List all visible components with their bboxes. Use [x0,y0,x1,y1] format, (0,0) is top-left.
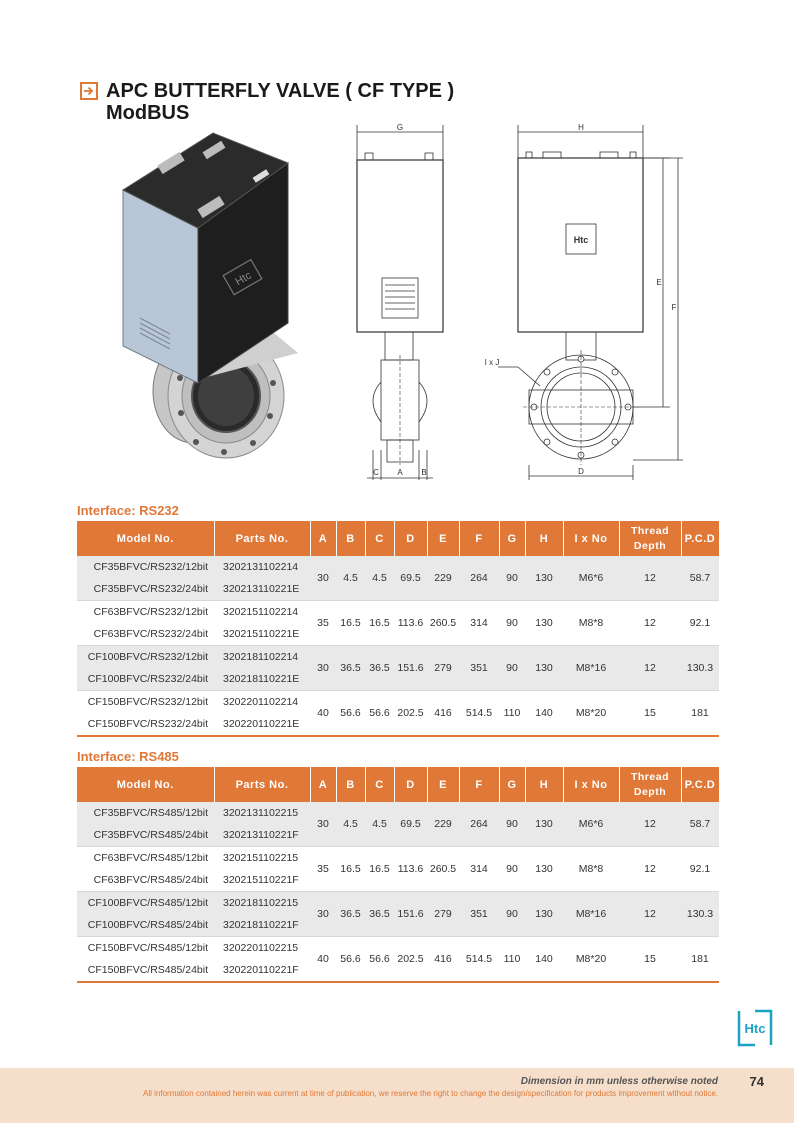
col-g: G [499,521,525,556]
table-row [77,646,719,669]
table-row [77,847,719,870]
spec-cell-a: 30 [310,802,336,847]
col-b: B [336,767,365,802]
spec-cell-e: 416 [427,937,459,983]
spec-cell-g: 110 [499,937,525,983]
col-b: B [336,521,365,556]
dim-label-e: E [656,278,662,287]
dim-label-g: G [396,123,404,132]
col-g: G [499,767,525,802]
model-number-cell: CF150BFVC/RS485/12bit [77,937,214,960]
parts-number-cell: 3202201102215 [214,937,310,960]
col-pcd: P.C.D [681,767,719,802]
spec-cell-a: 35 [310,847,336,892]
spec-cell-ixno: M8*16 [563,892,619,937]
spec-cell-thread: 12 [619,892,681,937]
spec-cell-pcd: 130.3 [681,892,719,937]
spec-cell-e: 260.5 [427,847,459,892]
spec-cell-f: 264 [459,802,499,847]
spec-cell-f: 264 [459,556,499,601]
spec-cell-b: 36.5 [336,646,365,691]
dim-label-c: C [373,468,379,477]
table-row [77,892,719,915]
table-row [77,691,719,714]
spec-cell-b: 4.5 [336,802,365,847]
spec-cell-b: 4.5 [336,556,365,601]
spec-cell-ixno: M8*20 [563,937,619,983]
spec-cell-c: 56.6 [365,937,394,983]
spec-cell-c: 16.5 [365,601,394,646]
model-number-cell: CF150BFVC/RS232/12bit [77,691,214,714]
rs485-spec-table [77,767,720,983]
drawing-logo-text: Htc [573,235,589,245]
col-model: Model No. [77,521,214,556]
rs232-heading: Interface: RS232 [77,503,179,518]
col-pcd: P.C.D [681,521,719,556]
col-parts: Parts No. [214,767,310,802]
spec-cell-d: 69.5 [394,556,427,601]
spec-cell-b: 16.5 [336,601,365,646]
dimension-note: Dimension in mm unless otherwise noted [520,1076,718,1087]
spec-cell-d: 69.5 [394,802,427,847]
parts-number-cell: 3202151102214 [214,601,310,624]
col-e: E [427,767,459,802]
spec-cell-thread: 15 [619,691,681,737]
spec-cell-thread: 12 [619,556,681,601]
table-row [77,937,719,960]
parts-number-cell: 320218110221E [214,668,310,691]
spec-cell-f: 351 [459,646,499,691]
spec-cell-c: 4.5 [365,556,394,601]
spec-cell-thread: 12 [619,847,681,892]
col-f: F [459,767,499,802]
spec-cell-d: 202.5 [394,691,427,737]
model-number-cell: CF63BFVC/RS232/12bit [77,601,214,624]
spec-cell-h: 130 [525,646,563,691]
spec-cell-f: 314 [459,601,499,646]
spec-cell-g: 90 [499,847,525,892]
page-footer [0,1068,794,1123]
spec-cell-g: 90 [499,892,525,937]
htc-logo [735,1005,775,1051]
spec-cell-thread: 15 [619,937,681,983]
spec-cell-pcd: 181 [681,937,719,983]
model-number-cell: CF35BFVC/RS485/24bit [77,824,214,847]
spec-cell-e: 416 [427,691,459,737]
spec-cell-ixno: M8*8 [563,601,619,646]
spec-cell-thread: 12 [619,802,681,847]
model-number-cell: CF100BFVC/RS485/12bit [77,892,214,915]
spec-cell-h: 140 [525,691,563,737]
col-h: H [525,767,563,802]
spec-cell-a: 30 [310,556,336,601]
parts-number-cell: 320218110221F [214,914,310,937]
model-number-cell: CF35BFVC/RS232/24bit [77,578,214,601]
spec-cell-g: 90 [499,646,525,691]
spec-cell-e: 229 [427,802,459,847]
spec-cell-d: 113.6 [394,601,427,646]
col-thread-depth: Thread Depth [619,521,681,556]
spec-cell-ixno: M8*16 [563,646,619,691]
parts-number-cell: 3202201102214 [214,691,310,714]
col-d: D [394,767,427,802]
model-number-cell: CF35BFVC/RS232/12bit [77,556,214,578]
table-row [77,601,719,624]
spec-cell-ixno: M6*6 [563,556,619,601]
spec-cell-a: 30 [310,646,336,691]
spec-cell-pcd: 58.7 [681,556,719,601]
model-number-cell: CF63BFVC/RS485/24bit [77,869,214,892]
spec-cell-h: 130 [525,892,563,937]
spec-cell-a: 30 [310,892,336,937]
dim-label-d: D [578,467,584,476]
spec-cell-e: 279 [427,646,459,691]
spec-cell-a: 40 [310,937,336,983]
spec-cell-g: 90 [499,556,525,601]
parts-number-cell: 320213110221E [214,578,310,601]
spec-cell-d: 202.5 [394,937,427,983]
col-a: A [310,767,336,802]
spec-cell-b: 36.5 [336,892,365,937]
spec-cell-g: 90 [499,802,525,847]
spec-cell-h: 130 [525,601,563,646]
rs232-spec-table [77,521,720,737]
spec-cell-d: 113.6 [394,847,427,892]
col-thread-depth: Thread Depth [619,767,681,802]
parts-number-cell: 320220110221E [214,713,310,736]
spec-cell-c: 4.5 [365,802,394,847]
col-a: A [310,521,336,556]
table-header-row [77,767,719,802]
parts-number-cell: 320220110221F [214,959,310,982]
table-row [77,802,719,824]
rs232-table-body [77,556,719,736]
col-c: C [365,767,394,802]
rs485-table-body [77,802,719,982]
spec-cell-b: 16.5 [336,847,365,892]
col-c: C [365,521,394,556]
side-view-drawing [345,120,455,485]
dim-label-a: A [397,468,403,477]
page-title: APC BUTTERFLY VALVE ( CF TYPE ) [106,80,455,102]
spec-cell-d: 151.6 [394,892,427,937]
model-number-cell: CF150BFVC/RS485/24bit [77,959,214,982]
dim-label-h: H [578,123,584,132]
spec-cell-pcd: 130.3 [681,646,719,691]
spec-cell-a: 35 [310,601,336,646]
spec-cell-e: 229 [427,556,459,601]
col-f: F [459,521,499,556]
spec-cell-pcd: 92.1 [681,601,719,646]
spec-cell-h: 130 [525,556,563,601]
spec-cell-h: 130 [525,802,563,847]
table-header-row [77,521,719,556]
spec-cell-c: 36.5 [365,892,394,937]
arrow-icon [80,82,98,100]
model-number-cell: CF150BFVC/RS232/24bit [77,713,214,736]
parts-number-cell: 3202131102215 [214,802,310,824]
parts-number-cell: 3202131102214 [214,556,310,578]
spec-cell-ixno: M6*6 [563,802,619,847]
parts-number-cell: 320215110221E [214,623,310,646]
table-row [77,556,719,578]
spec-cell-c: 36.5 [365,646,394,691]
spec-cell-c: 16.5 [365,847,394,892]
parts-number-cell: 3202181102214 [214,646,310,669]
spec-cell-f: 351 [459,892,499,937]
spec-cell-a: 40 [310,691,336,737]
col-model: Model No. [77,767,214,802]
model-number-cell: CF35BFVC/RS485/12bit [77,802,214,824]
col-e: E [427,521,459,556]
spec-cell-c: 56.6 [365,691,394,737]
spec-cell-thread: 12 [619,601,681,646]
spec-cell-ixno: M8*8 [563,847,619,892]
col-ixno: I x No [563,767,619,802]
col-h: H [525,521,563,556]
parts-number-cell: 320213110221F [214,824,310,847]
spec-cell-h: 130 [525,847,563,892]
product-logo-text: Htc [233,269,254,289]
spec-cell-pcd: 58.7 [681,802,719,847]
spec-cell-f: 514.5 [459,937,499,983]
spec-cell-g: 90 [499,601,525,646]
spec-cell-f: 514.5 [459,691,499,737]
spec-cell-g: 110 [499,691,525,737]
model-number-cell: CF100BFVC/RS232/12bit [77,646,214,669]
dim-label-b: B [421,468,427,477]
model-number-cell: CF100BFVC/RS485/24bit [77,914,214,937]
spec-cell-f: 314 [459,847,499,892]
brand-logo-text: Htc [744,1021,766,1036]
page-number: 74 [749,1074,764,1089]
spec-cell-b: 56.6 [336,937,365,983]
parts-number-cell: 3202181102215 [214,892,310,915]
col-parts: Parts No. [214,521,310,556]
spec-cell-e: 279 [427,892,459,937]
parts-number-cell: 320215110221F [214,869,310,892]
rs485-heading: Interface: RS485 [77,749,179,764]
spec-cell-d: 151.6 [394,646,427,691]
product-image [118,128,318,478]
spec-cell-ixno: M8*20 [563,691,619,737]
footer-disclaimer: All information contained herein was current at time of publication, we reserve the right to change the design/specification for products improvement without notice. [143,1089,718,1098]
dim-label-f: F [671,303,677,312]
spec-cell-b: 56.6 [336,691,365,737]
spec-cell-pcd: 92.1 [681,847,719,892]
col-ixno: I x No [563,521,619,556]
model-number-cell: CF63BFVC/RS485/12bit [77,847,214,870]
spec-cell-thread: 12 [619,646,681,691]
model-number-cell: CF100BFVC/RS232/24bit [77,668,214,691]
spec-cell-pcd: 181 [681,691,719,737]
dim-label-ixj: I x J [484,358,500,367]
page-subtitle: ModBUS [106,102,190,124]
front-view-drawing [478,120,693,485]
parts-number-cell: 3202151102215 [214,847,310,870]
spec-cell-h: 140 [525,937,563,983]
spec-cell-e: 260.5 [427,601,459,646]
model-number-cell: CF63BFVC/RS232/24bit [77,623,214,646]
col-d: D [394,521,427,556]
